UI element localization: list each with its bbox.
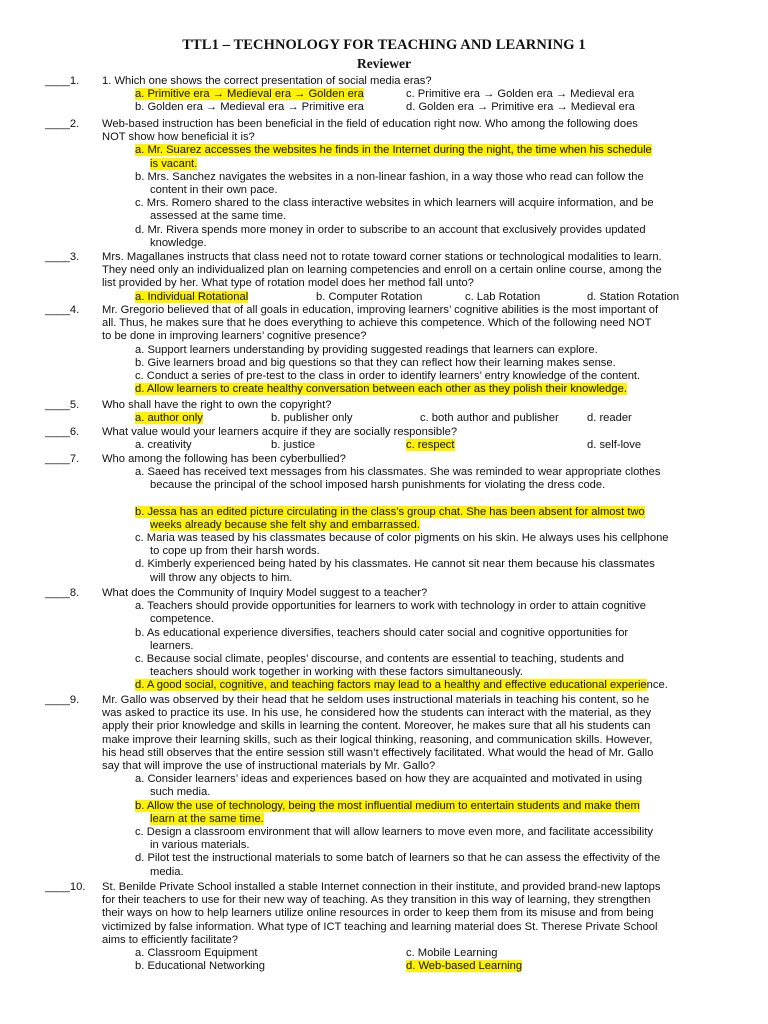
answer-option-line <box>135 532 722 545</box>
answer-choice <box>406 88 634 101</box>
answer-choice <box>406 101 635 114</box>
question-stem-line: make improve their learning skills, such as their logical thinking, reasoning, and communication skills. However, <box>102 733 653 746</box>
answer-choice-text: a. creativity <box>135 439 192 452</box>
answer-option-line <box>135 786 722 799</box>
highlighted-answer-text: d. A good social, cognitive, and teaching factors may lead to a healthy and effective educational experie <box>135 679 647 692</box>
answer-text: a. Support learners understanding by providing suggested readings that learners can explore. <box>135 343 598 356</box>
answer-text: learners. <box>150 639 194 652</box>
answer-option-line <box>135 519 722 532</box>
question-stem <box>102 426 722 439</box>
answer-choice-text: d. reader <box>587 412 632 425</box>
answer-text: will throw any objects to him. <box>150 571 293 584</box>
answer-option <box>135 627 722 653</box>
question-number: ____4. <box>45 304 80 316</box>
answer-option <box>135 171 722 197</box>
question-stem-line: for their teachers to use for their new way of teaching. As they transition in this way of learning, they strengthen <box>102 894 651 907</box>
answer-option <box>135 197 722 223</box>
answer-choice <box>271 439 315 452</box>
answer-option-line <box>135 572 722 585</box>
question-number: ____8. <box>45 587 80 599</box>
highlighted-answer-choice <box>135 291 248 304</box>
question-stem-line: Who among the following has been cyberbullied? <box>102 453 346 465</box>
answer-option-line <box>135 370 722 383</box>
answer-option <box>135 600 722 626</box>
answer-text: c. Mrs. Romero shared to the class interactive websites in which learners will acquire information, and be <box>135 197 654 210</box>
question-stem-line: Mrs. Magallanes instructs that class need not to rotate toward corner stations or technological modalities to learn. <box>102 251 662 263</box>
answer-option-line <box>135 679 722 692</box>
document-subtitle: Reviewer <box>357 56 411 71</box>
answer-option-line <box>135 506 722 519</box>
answer-text: b. Give learners broad and big questions so that they can reflect how their learning makes sense. <box>135 356 616 369</box>
question-number: ____5. <box>45 399 80 411</box>
question-number: ____7. <box>45 453 80 465</box>
question-stem <box>102 75 722 88</box>
answer-choice-text: a. Classroom Equipment <box>135 947 258 959</box>
answer-option-line <box>135 344 722 357</box>
answer-text: in various materials. <box>150 839 250 852</box>
answer-choice-text: b. Computer Rotation <box>316 290 423 303</box>
answer-option-line <box>135 383 722 396</box>
answer-text: to cope up from their harsh words. <box>150 545 320 558</box>
answer-option-line <box>135 826 722 839</box>
answer-option <box>135 383 722 396</box>
question-stem-line: his head still observes that the entire session still wasn’t effectively facilitated. What would the head of Mr. Gallo <box>102 746 654 759</box>
answer-option-line <box>135 839 722 852</box>
question-stem <box>102 881 722 947</box>
answer-text: a. Teachers should provide opportunities for learners to work with technology in order to attain cognitive <box>135 600 646 613</box>
answer-option-line <box>135 600 722 613</box>
answer-text: c. Conduct a series of pre-test to the class in order to identify learners’ entry knowledge of the content. <box>135 370 641 382</box>
answer-option-line <box>135 158 722 171</box>
answer-choice <box>465 291 540 304</box>
answer-choice <box>135 101 364 114</box>
question-stem <box>102 399 722 412</box>
answer-choice <box>135 439 192 452</box>
answer-choice-text: d. Station Rotation <box>587 290 680 303</box>
answer-text: c. Design a classroom environment that will allow learners to move even more, and facilitate accessibility <box>135 826 653 838</box>
answer-option-line <box>135 237 722 250</box>
answer-option <box>135 506 722 532</box>
answer-option-line <box>135 210 722 223</box>
highlighted-answer-choice <box>406 960 522 973</box>
answer-choice <box>587 412 632 425</box>
highlighted-answer-text: b. Jessa has an edited picture circulating in the class’s group chat. She has been absent for almost two <box>135 505 645 518</box>
answer-choice-text: b. Educational Networking <box>135 960 265 973</box>
question-number: ____10. <box>45 881 86 893</box>
answer-option <box>135 852 722 878</box>
question-stem-line: their ways on how to help learners utilize online resources in order to keep them from its misuse and from being <box>102 907 654 920</box>
answer-option-line <box>135 479 722 492</box>
answer-choice-text: b. publisher only <box>271 412 353 425</box>
answer-choice-text: b. Golden era → Medieval era → Primitive era <box>135 101 364 114</box>
question-stem-line: Who shall have the right to own the copyright? <box>102 399 332 411</box>
answer-option-line <box>135 357 722 370</box>
question-stem-line: Web-based instruction has been beneficial in the field of education right now. Who among the following does <box>102 118 638 130</box>
answer-option-line <box>135 852 722 865</box>
question-stem <box>102 304 722 344</box>
answer-option-line <box>135 800 722 813</box>
answer-option <box>135 466 722 492</box>
question-stem-line: What does the Community of Inquiry Model suggest to a teacher? <box>102 587 428 599</box>
answer-choice-text: c. Mobile Learning <box>406 947 498 959</box>
answer-choice <box>587 291 679 304</box>
highlighted-answer-text: learn at the same time. <box>150 812 264 825</box>
answer-text: c. Maria was teased by his classmates because of color pigments on his skin. He always uses his cellphone <box>135 532 669 544</box>
answer-choice-text: c. respect <box>406 439 455 452</box>
answer-option <box>135 144 722 170</box>
answer-text: a. Saeed has received text messages from his classmates. She was reminded to wear appropriate clothes <box>135 466 661 479</box>
answer-option-line <box>135 197 722 210</box>
question-stem <box>102 118 722 144</box>
highlighted-answer-choice <box>406 439 455 452</box>
question-stem-line: victimized by false information. What type of ICT teaching and learning material does St. Therese Private School <box>102 920 658 933</box>
question-stem-line: was asked to practice its use. In his use, he considered how the students can interact with the material, as they <box>102 707 652 720</box>
answer-text: d. Pilot test the instructional materials to some batch of learners so that he can assess the effectivity of the <box>135 852 661 865</box>
question-stem-line: Mr. Gregorio believed that of all goals in education, improving learners’ cognitive abilities is the most important of <box>102 304 659 316</box>
answer-text: d. Kimberly experienced being hated by his classmates. He cannot sit near them because his classmates <box>135 558 655 571</box>
question-stem-line: Mr. Gallo was observed by their head that he seldom uses instructional materials in teaching his content, so he <box>102 694 650 706</box>
answer-choice-text: d. Golden era → Primitive era → Medieval era <box>406 101 635 114</box>
answer-text: because the principal of the school imposed harsh punishments for violating the dress code. <box>150 479 606 492</box>
question-stem <box>102 694 722 773</box>
answer-option <box>135 558 722 584</box>
highlighted-answer-text: weeks already because she felt shy and embarrassed. <box>150 518 420 531</box>
answer-choice-text: d. self-love <box>587 439 642 452</box>
question-stem-line: They need only an individualized plan on learning competencies and enroll on a certain online course, among the <box>102 264 662 277</box>
answer-option-line <box>135 773 722 786</box>
highlighted-answer-text: d. Allow learners to create healthy conversation between each other as they polish their knowledge. <box>135 383 627 396</box>
answer-text: competence. <box>150 613 215 626</box>
question-stem <box>102 587 722 600</box>
answer-option <box>135 826 722 852</box>
answer-option <box>135 357 722 370</box>
answer-option-line <box>135 627 722 640</box>
answer-text: b. Mrs. Sanchez navigates the websites in a non-linear fashion, in a way those who read can follow the <box>135 170 644 183</box>
answer-option-line <box>135 813 722 826</box>
question-number: ____9. <box>45 694 80 706</box>
question-stem-line: St. Benilde Private School installed a stable Internet connection in their institute, and provided brand-new laptops <box>102 881 661 893</box>
answer-choice <box>587 439 641 452</box>
question-stem-line: list provided by her. What type of rotation model does her method fall unto? <box>102 277 474 290</box>
answer-option-line <box>135 184 722 197</box>
answer-choice-text: c. both author and publisher <box>420 412 559 425</box>
answer-option-line <box>135 545 722 558</box>
answer-option-line <box>135 144 722 157</box>
answer-text-tail: nce. <box>646 679 668 692</box>
answer-option <box>135 344 722 357</box>
answer-option-line <box>135 640 722 653</box>
answer-option-line <box>135 558 722 571</box>
document-title: TTL1 – TECHNOLOGY FOR TEACHING AND LEARNING 1 <box>182 37 586 53</box>
answer-option <box>135 679 722 692</box>
highlighted-answer-text: b. Allow the use of technology, being the most influential medium to entertain students and make them <box>135 799 640 812</box>
answer-choice <box>420 412 559 425</box>
answer-text: media. <box>150 865 184 878</box>
answer-text: such media. <box>150 786 211 799</box>
answer-option-line <box>135 866 722 879</box>
answer-option-line <box>135 171 722 184</box>
question-number: ____2. <box>45 118 80 130</box>
answer-option <box>135 773 722 799</box>
highlighted-answer-text: is vacant. <box>150 157 198 170</box>
answer-option-line <box>135 224 722 237</box>
answer-choice-text: d. Web-based Learning <box>406 960 523 973</box>
answer-text: teachers should work together in working with these factors simultaneously. <box>150 666 523 679</box>
answer-option-line <box>135 613 722 626</box>
question-number: ____3. <box>45 251 80 263</box>
answer-text: content in their own pace. <box>150 184 278 196</box>
answer-option-line <box>135 466 722 479</box>
answer-option <box>135 532 722 558</box>
question-stem <box>102 453 722 466</box>
question-stem <box>102 251 722 291</box>
answer-text: b. As educational experience diversifies, teachers should cater social and cognitive opportunities for <box>135 626 629 639</box>
answer-choice-text: c. Primitive era → Golden era → Medieval era <box>406 88 635 101</box>
highlighted-answer-choice <box>135 88 364 101</box>
question-stem-line: all. Thus, he makes sure that he does everything to achieve this competence. Which of the following need NOT <box>102 317 652 330</box>
answer-option-line <box>135 653 722 666</box>
question-stem-line: What value would your learners acquire if they are socially responsible? <box>102 426 458 438</box>
answer-text: c. Because social climate, peoples’ discourse, and contents are essential to teaching, students and <box>135 653 625 665</box>
question-stem-line: say that will improve the use of instructional materials by Mr. Gallo? <box>102 760 436 773</box>
answer-option <box>135 224 722 250</box>
answer-choice-text: a. Individual Rotational <box>135 290 249 303</box>
question-stem-line: apply their prior knowledge and skills in learning the content. Moreover, he makes sure that all his students can <box>102 720 651 733</box>
answer-choice <box>316 291 422 304</box>
question-stem-line: 1. Which one shows the correct presentation of social media eras? <box>102 75 432 87</box>
answer-text: a. Consider learners’ ideas and experiences based on how they are acquainted and motivated in using <box>135 773 643 786</box>
answer-text: assessed at the same time. <box>150 210 287 223</box>
question-number: ____1. <box>45 75 80 87</box>
question-stem-line: NOT show how beneficial it is? <box>102 131 255 144</box>
answer-option <box>135 653 722 679</box>
question-stem-line: aims to efficiently facilitate? <box>102 933 238 946</box>
answer-text: knowledge. <box>150 236 207 249</box>
answer-choice <box>406 947 497 960</box>
answer-text: d. Mr. Rivera spends more money in order to subscribe to an account that exclusively provides updated <box>135 223 646 236</box>
question-stem-line: to be done in improving learners’ cognitive presence? <box>102 330 367 343</box>
answer-option-line <box>135 666 722 679</box>
answer-choice-text: c. Lab Rotation <box>465 290 541 303</box>
answer-choice-text: b. justice <box>271 439 316 452</box>
answer-choice-text: a. Primitive era → Medieval era → Golden era <box>135 88 364 101</box>
question-number: ____6. <box>45 426 80 438</box>
answer-choice <box>135 947 258 960</box>
highlighted-answer-text: a. Mr. Suarez accesses the websites he finds in the Internet during the night, the time when his schedule <box>135 144 652 157</box>
answer-option <box>135 370 722 383</box>
answer-option <box>135 800 722 826</box>
answer-choice <box>271 412 352 425</box>
answer-choice <box>135 960 265 973</box>
answer-choice-text: a. author only <box>135 412 203 425</box>
highlighted-answer-choice <box>135 412 203 425</box>
